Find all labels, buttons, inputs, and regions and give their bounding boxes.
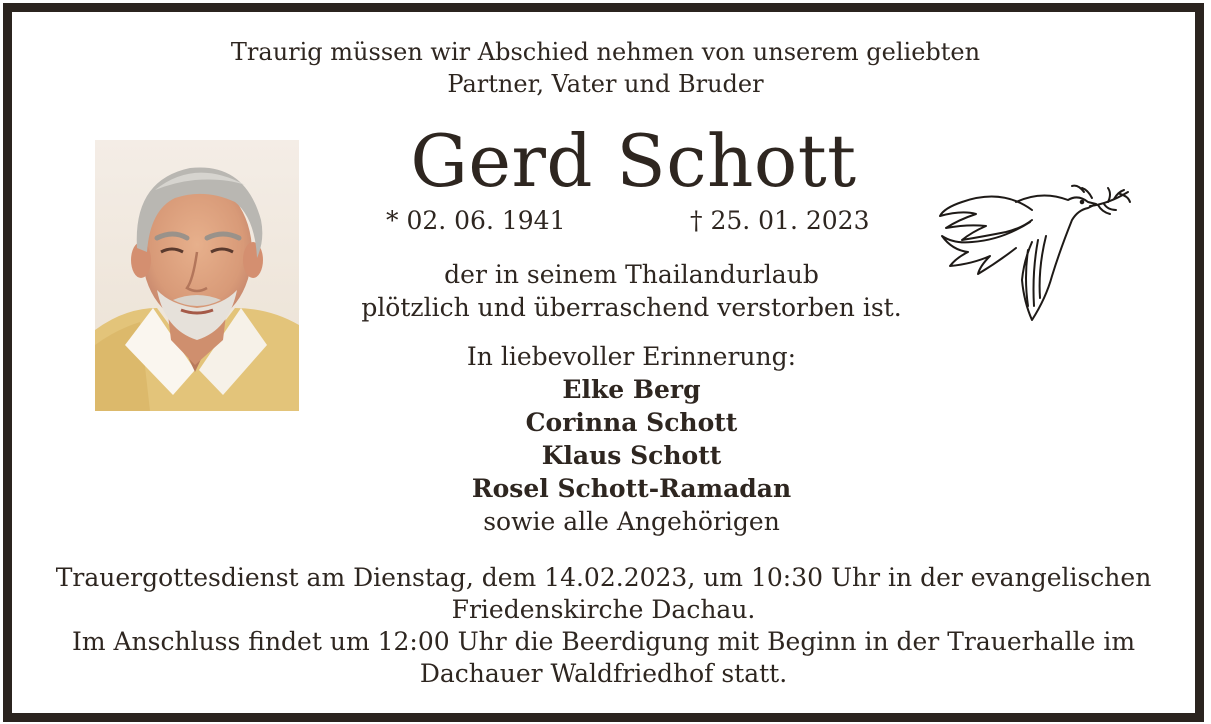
mourner-name: Elke Berg <box>562 375 701 404</box>
message <box>26 258 1211 324</box>
mourner-name: Klaus Schott <box>541 441 722 470</box>
message-line-2: plötzlich und überraschend verstorben ist. <box>361 293 902 322</box>
mourner-name: Rosel Schott-Ramadan <box>471 474 792 503</box>
relatives-line: sowie alle Angehörigen <box>483 507 780 536</box>
death-date: † 25. 01. 2023 <box>690 206 870 235</box>
intro-line-2: Partner, Vater und Bruder <box>447 70 764 98</box>
deceased-name: Gerd Schott <box>410 119 857 203</box>
birth-date: * 02. 06. 1941 <box>386 206 566 235</box>
service-info <box>0 562 1209 690</box>
mourner-name: Corinna Schott <box>525 408 738 437</box>
service-line-3: Im Anschluss findet um 12:00 Uhr die Beerdigung mit Beginn in der Trauerhalle im <box>71 627 1136 656</box>
remembrance-heading: In liebevoller Erinnerung: <box>466 342 797 371</box>
service-line-2: Friedenskirche Dachau. <box>451 595 756 624</box>
service-line-1: Trauergottesdienst am Dienstag, dem 14.02.2023, um 10:30 Uhr in der evangelischen <box>55 563 1152 592</box>
intro-text <box>0 36 1211 100</box>
intro-line-1: Traurig müssen wir Abschied nehmen von unserem geliebten <box>230 38 981 66</box>
message-line-1: der in seinem Thailandurlaub <box>444 260 819 289</box>
service-line-4: Dachauer Waldfriedhof statt. <box>419 659 788 688</box>
mourners-section <box>26 340 1211 538</box>
